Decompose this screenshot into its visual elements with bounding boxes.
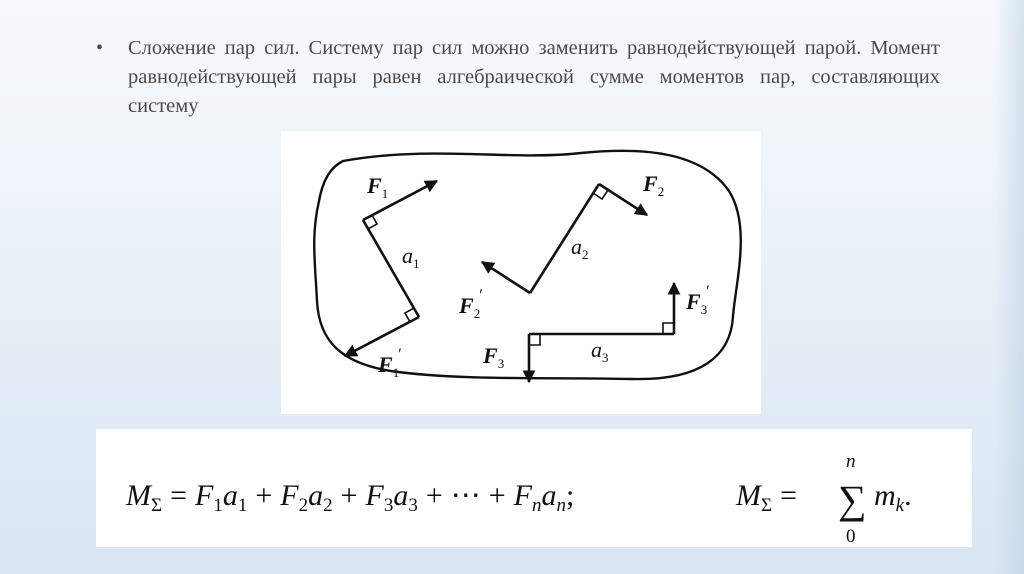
force-F1p-arrow: [345, 317, 419, 356]
bullet-text: Сложение пар сил. Систему пар сил можно заменить равнодействующей парой. Момент равнодействующей пары равен алгебраической сумме моментов пар, составляющих систему: [128, 37, 940, 117]
slide-edge-shade: [994, 0, 1024, 574]
formula-svg: [96, 429, 972, 547]
couple-1: [345, 181, 437, 356]
formula-sum-of-products: $M_\Sigma = F_1a_1 + F_2a_2 + F_3a_3$ + ⋯ + $F_na_n$;: [126, 479, 575, 516]
force-F2p-arrow: [482, 262, 530, 293]
sum-symbol: ∑: [838, 477, 867, 522]
label-F1: $F_1$: [367, 173, 389, 201]
sum-lower-limit: 0: [846, 526, 856, 547]
arm-a1: [363, 220, 419, 317]
moment-formula: [96, 429, 972, 547]
arm-a2: [530, 184, 599, 293]
right-angle-mark-3p: [663, 323, 674, 334]
force-F2-arrow: [599, 184, 647, 215]
label-a1: $a_1$: [402, 243, 420, 271]
label-a2: $a_2$: [571, 234, 589, 262]
label-a3: $a_3$: [591, 337, 609, 365]
formula-moment-term: $m_k$.: [874, 479, 912, 516]
bullet-dot: •: [96, 37, 104, 59]
couples-diagram: [281, 131, 761, 414]
couples-figure: [281, 131, 761, 414]
label-F3-prime: $F_3'$: [686, 283, 709, 317]
sum-upper-limit: n: [846, 451, 856, 472]
couple-3: [529, 283, 674, 382]
label-F2: $F_2$: [643, 171, 665, 199]
formula-sum-of-moments: $M_\Sigma$ =: [736, 479, 797, 516]
couple-2: [482, 184, 647, 293]
bullet-paragraph: [98, 34, 940, 121]
right-angle-mark-3: [529, 334, 540, 345]
label-F2-prime: $F_2'$: [459, 287, 482, 321]
label-F1-prime: $F_1'$: [378, 346, 401, 380]
label-F3: $F_3$: [483, 343, 505, 371]
